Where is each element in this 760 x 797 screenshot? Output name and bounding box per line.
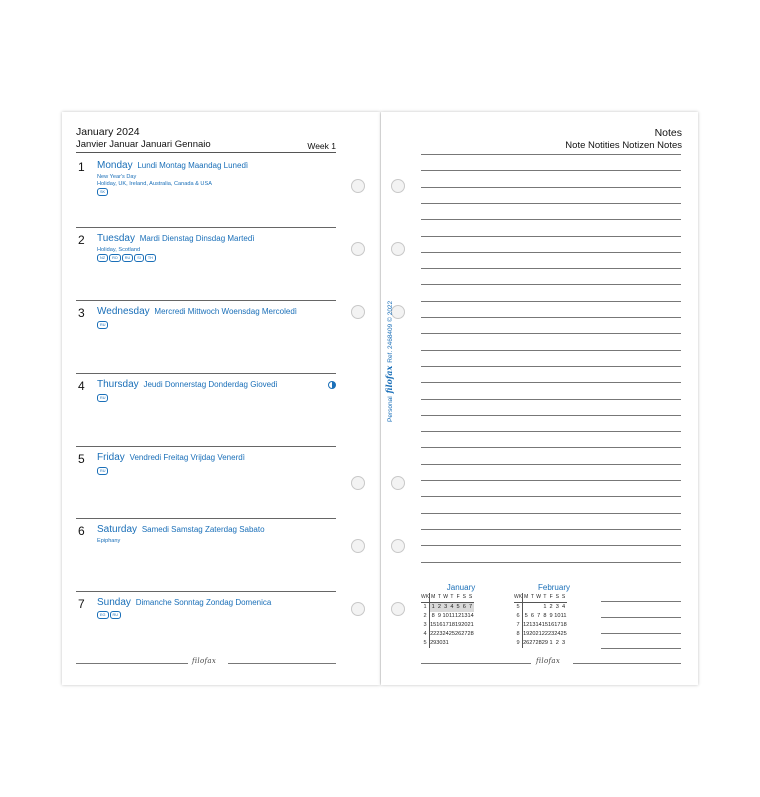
day-translations: Jeudi Donnerstag Donderdag Giovedì xyxy=(143,380,278,389)
country-badges xyxy=(97,254,157,272)
note-line xyxy=(421,464,681,465)
binder-hole xyxy=(391,602,405,616)
binder-hole xyxy=(351,476,365,490)
day-block-friday xyxy=(76,447,336,520)
country-badge: TH xyxy=(145,254,156,262)
note-line xyxy=(421,236,681,237)
day-translations: Samedi Samstag Zaterdag Sabato xyxy=(141,525,265,534)
footer-rule-left xyxy=(421,663,531,664)
note-line xyxy=(421,252,681,253)
country-badge: SI xyxy=(134,254,144,262)
note-line xyxy=(421,496,681,497)
day-block-thursday xyxy=(76,374,336,447)
day-number: 2 xyxy=(78,233,85,247)
month-translations: Janvier Januar Januari Gennaio xyxy=(76,139,211,150)
note-line xyxy=(421,447,681,448)
note-line xyxy=(421,382,681,383)
mini-calendar-title: February xyxy=(537,583,570,592)
note-line xyxy=(421,545,681,546)
note-line xyxy=(421,170,681,171)
mini-calendar-grid: WK M T W T F S S 1 1 2 3 4 5 6 7 2 8 9 10 11 12 13 14 3 15 16 17 18 19 20 21 4 22 23 24 25 26 27 28 5 29 30 31 xyxy=(421,594,474,646)
binder-hole xyxy=(391,242,405,256)
week-label: Week 1 xyxy=(307,141,336,151)
note-line xyxy=(421,529,681,530)
calendar-writing-line xyxy=(601,648,681,649)
day-name: Monday Lundi Montag Maandag Lunedì xyxy=(97,160,249,171)
day-block-wednesday xyxy=(76,301,336,374)
country-badge: RO xyxy=(109,254,121,262)
day-translations: Dimanche Sonntag Zondag Domenica xyxy=(135,598,272,607)
day-name: Friday Vendredi Freitag Vrijdag Venerdì xyxy=(97,452,245,463)
calendar-writing-line xyxy=(601,601,681,602)
filofax-logo: filofax xyxy=(384,365,394,394)
day-translations: Mercredi Mittwoch Woensdag Mercoledì xyxy=(154,307,297,316)
day-number: 4 xyxy=(78,379,85,393)
note-line xyxy=(421,562,681,563)
country-badge: NZ xyxy=(97,254,108,262)
day-number: 5 xyxy=(78,452,85,466)
calendar-writing-line xyxy=(601,617,681,618)
binder-hole xyxy=(351,305,365,319)
note-line xyxy=(421,203,681,204)
note-line xyxy=(421,513,681,514)
country-badges xyxy=(97,467,109,485)
day-name: Tuesday Mardi Dienstag Dinsdag Martedì xyxy=(97,233,255,244)
country-badge: RU xyxy=(122,254,133,262)
mini-calendar-grid: WK M T W T F S S 5 1 2 3 4 6 5 6 7 8 9 10 11 7 12 13 14 15 16 17 18 8 19 20 21 22 23 24 25 9 26 27 28 29 1 2 3 xyxy=(514,594,567,646)
day-name: Thursday Jeudi Donnerstag Donderdag Giovedì xyxy=(97,379,278,390)
binder-hole xyxy=(391,476,405,490)
day-block-sunday xyxy=(76,592,336,665)
day-block-saturday xyxy=(76,519,336,592)
filofax-logo: filofax xyxy=(536,657,561,665)
filofax-logo: filofax xyxy=(192,657,217,665)
binder-hole xyxy=(351,242,365,256)
day-number: 1 xyxy=(78,160,85,174)
mini-calendar-title: January xyxy=(446,583,476,592)
country-badges xyxy=(97,321,109,339)
note-line xyxy=(421,415,681,416)
right-page-notes xyxy=(381,112,698,685)
country-badge: SK xyxy=(97,188,108,196)
note-line xyxy=(421,317,681,318)
note-line xyxy=(421,333,681,334)
note-line xyxy=(421,187,681,188)
binder-hole xyxy=(351,539,365,553)
note-line xyxy=(421,301,681,302)
day-translations: Mardi Dienstag Dinsdag Martedì xyxy=(139,234,255,243)
publisher-imprint: PersonalfilofaxRef. 2468409 © 2022 xyxy=(384,300,394,422)
note-line xyxy=(421,399,681,400)
day-note: Epiphany xyxy=(97,538,121,544)
footer-rule-right xyxy=(228,663,336,664)
country-badges xyxy=(97,188,109,206)
day-name: Saturday Samedi Samstag Zaterdag Sabato xyxy=(97,524,265,535)
left-page-week xyxy=(62,112,380,685)
day-block-monday xyxy=(76,155,336,228)
country-badge: EG xyxy=(97,611,109,619)
day-translations: Lundi Montag Maandag Lunedì xyxy=(137,161,249,170)
country-badges xyxy=(97,611,122,629)
day-name: Sunday Dimanche Sonntag Zondag Domenica xyxy=(97,597,272,608)
day-name: Wednesday Mercredi Mittwoch Woensdag Mercoledì xyxy=(97,306,297,317)
country-badge: RU xyxy=(97,394,108,402)
day-number: 3 xyxy=(78,306,85,320)
day-translations: Vendredi Freitag Vrijdag Venerdì xyxy=(129,453,245,462)
day-note-detail: Holiday, UK, Ireland, Australia, Canada & USA xyxy=(97,181,212,187)
note-line xyxy=(421,154,681,155)
binder-hole xyxy=(351,179,365,193)
day-note: Holiday, Scotland xyxy=(97,247,141,253)
calendar-writing-line xyxy=(601,633,681,634)
note-line xyxy=(421,480,681,481)
country-badge: RU xyxy=(97,467,108,475)
country-badge: RU xyxy=(110,611,121,619)
first-quarter-moon-icon xyxy=(328,381,336,389)
country-badges xyxy=(97,394,109,412)
note-line xyxy=(421,366,681,367)
notes-translations: Note Notities Notizen Notes xyxy=(565,140,682,151)
note-line xyxy=(421,219,681,220)
binder-hole xyxy=(351,602,365,616)
day-block-tuesday xyxy=(76,228,336,301)
note-line xyxy=(421,284,681,285)
day-note: New Year's Day xyxy=(97,174,137,180)
footer-rule-right xyxy=(573,663,681,664)
binder-hole xyxy=(391,179,405,193)
note-line xyxy=(421,268,681,269)
notes-title: Notes xyxy=(654,127,682,139)
day-number: 7 xyxy=(78,597,85,611)
month-title: January 2024 xyxy=(76,126,140,138)
binder-hole xyxy=(391,539,405,553)
note-line xyxy=(421,350,681,351)
country-badge: RU xyxy=(97,321,108,329)
note-line xyxy=(421,431,681,432)
day-number: 6 xyxy=(78,524,85,538)
footer-rule-left xyxy=(76,663,188,664)
header-rule xyxy=(76,152,336,153)
